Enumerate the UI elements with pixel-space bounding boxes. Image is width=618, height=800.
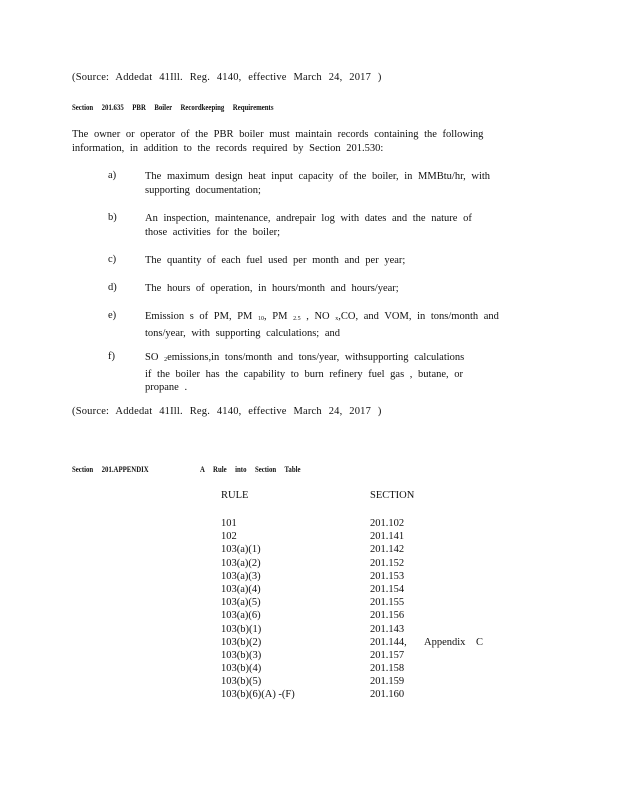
table-row <box>221 543 521 556</box>
table-cell-rule: 101 <box>221 518 237 529</box>
item-label-f: f) <box>108 351 115 362</box>
table-row <box>221 570 521 583</box>
item-e-text-part-3: , NO <box>300 311 336 322</box>
table-cell-section: 201.102 <box>370 518 405 529</box>
table-cell-rule: 103(b)(6)(A) -(F) <box>221 689 295 701</box>
intro-line-2: information, in addition to the records required by Section 201.530: <box>72 142 384 154</box>
table-row <box>221 662 521 675</box>
table-cell-extra: Appendix C <box>424 636 484 648</box>
item-label-e: e) <box>108 310 117 321</box>
item-f-text-part-1: SO <box>145 352 165 363</box>
table-header-section: SECTION <box>370 490 415 501</box>
item-text-f <box>145 351 464 395</box>
item-e-text-part-1: Emission s of PM, PM <box>145 311 259 322</box>
table-row <box>221 517 521 530</box>
item-f-text-part-2: emissions,in tons/month and tons/year, withsupporting calculations <box>167 352 465 363</box>
table-cell-section: 201.157 <box>370 649 405 661</box>
item-label-a: a) <box>108 170 117 181</box>
table-row <box>221 649 521 662</box>
table-cell-section: 201.141 <box>370 531 405 543</box>
item-e-subscript-2-5: 2.5 <box>293 316 301 322</box>
item-c-line-1: The quantity of each fuel used per month and per year; <box>145 255 406 266</box>
item-b-line-2: those activities for the boiler; <box>145 226 281 238</box>
table-row <box>221 557 521 570</box>
table-cell-section: 201.143 <box>370 623 405 635</box>
table-cell-rule: 102 <box>221 531 237 543</box>
item-text-c <box>145 254 405 268</box>
item-text-d <box>145 282 399 296</box>
item-a-line-2: supporting documentation; <box>145 184 261 196</box>
item-a-line-1: The maximum design heat input capacity of the boiler, in MMBtu/hr, with <box>145 171 491 182</box>
item-e-text-part-4: ,CO, and VOM, in tons/month and <box>338 311 499 322</box>
table-cell-rule: 103(b)(1) <box>221 623 262 635</box>
table-cell-rule: 103(b)(4) <box>221 663 262 675</box>
table-cell-section: 201.153 <box>370 570 405 582</box>
table-row <box>221 596 521 609</box>
appendix-heading: Section 201.APPENDIX <box>72 465 149 474</box>
table-cell-rule: 103(a)(2) <box>221 557 261 569</box>
source-citation-top: (Source: Addedat 41Ill. Reg. 4140, effective March 24, 2017 ) <box>72 72 382 83</box>
table-cell-section: 201.156 <box>370 610 405 622</box>
item-label-b: b) <box>108 212 117 223</box>
intro-line-1: The owner or operator of the PBR boiler must maintain records containing the following <box>72 129 484 140</box>
table-row <box>221 623 521 636</box>
table-cell-section: 201.159 <box>370 676 405 688</box>
table-cell-rule: 103(a)(1) <box>221 544 261 556</box>
item-e-line-2: tons/year, with supporting calculations; and <box>145 327 341 339</box>
section-heading-635: Section 201.635 PBR Boiler Recordkeeping Requirements <box>72 103 274 112</box>
table-cell-section: 201.144, <box>370 636 407 648</box>
table-row <box>221 609 521 622</box>
rule-section-table <box>221 517 521 702</box>
table-cell-section: 201.160 <box>370 689 405 701</box>
item-e-line-1 <box>145 310 499 327</box>
table-cell-rule: 103(a)(6) <box>221 610 261 622</box>
table-cell-section: 201.158 <box>370 663 405 675</box>
table-header-rule: RULE <box>221 490 249 501</box>
item-label-c: c) <box>108 254 117 265</box>
table-row <box>221 675 521 688</box>
item-label-d: d) <box>108 282 117 293</box>
table-row <box>221 583 521 596</box>
table-cell-rule: 103(a)(5) <box>221 597 261 609</box>
item-b-line-1: An inspection, maintenance, andrepair log with dates and the nature of <box>145 213 472 224</box>
item-e-subscript-10: 10 <box>258 316 265 322</box>
table-row <box>221 688 521 701</box>
table-cell-section: 201.155 <box>370 597 405 609</box>
table-row <box>221 636 521 649</box>
table-cell-rule: 103(b)(3) <box>221 649 262 661</box>
item-f-line-2: if the boiler has the capability to burn refinery fuel gas , butane, or <box>145 368 464 380</box>
item-text-b <box>145 212 472 239</box>
appendix-heading-title: A Rule into Section Table <box>200 465 301 474</box>
table-cell-rule: 103(b)(5) <box>221 676 262 688</box>
item-text-e <box>145 310 499 340</box>
item-text-a <box>145 170 490 197</box>
item-e-text-part-2: , PM <box>264 311 294 322</box>
table-cell-rule: 103(b)(2) <box>221 636 262 648</box>
table-cell-section: 201.142 <box>370 544 405 556</box>
item-e-subscript-x: x <box>335 316 339 322</box>
item-f-subscript-2: 2 <box>164 357 168 363</box>
table-cell-rule: 103(a)(3) <box>221 570 261 582</box>
item-d-line-1: The hours of operation, in hours/month and hours/year; <box>145 283 399 294</box>
table-cell-rule: 103(a)(4) <box>221 583 261 595</box>
item-f-line-1 <box>145 351 464 368</box>
item-f-line-3: propane . <box>145 382 188 393</box>
table-cell-section: 201.152 <box>370 557 405 569</box>
source-citation-bottom: (Source: Addedat 41Ill. Reg. 4140, effective March 24, 2017 ) <box>72 406 382 417</box>
intro-paragraph <box>72 128 483 155</box>
table-row <box>221 530 521 543</box>
table-cell-section: 201.154 <box>370 583 405 595</box>
